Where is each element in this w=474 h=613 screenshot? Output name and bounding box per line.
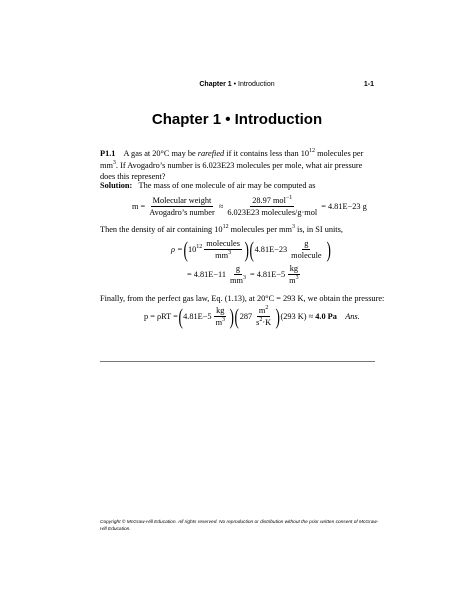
problem-number: P1.1	[100, 149, 116, 158]
problem-text-a: A gas at 20°C may be	[123, 149, 198, 158]
eq1-result: = 4.81E−23 g	[321, 202, 367, 211]
eq1-approx: ≈	[218, 202, 224, 211]
eq3-f2-den-exp: 3	[295, 275, 299, 282]
eq2-fraction-2	[289, 239, 323, 260]
eq2-f1-den	[213, 250, 233, 260]
eq1-num2-exp: −1	[285, 195, 293, 202]
eq4-lhs: p = ρRT =	[144, 312, 178, 321]
eq4-v1: 4.81E−5	[183, 312, 212, 321]
eq4-ans-label: Ans.	[345, 312, 360, 321]
density-text-line	[100, 225, 343, 234]
eq2-fraction-1	[204, 239, 242, 260]
chapter-title: Chapter 1 • Introduction	[151, 111, 323, 128]
eq3-f1-num: g	[235, 264, 241, 273]
eq2-ten	[188, 245, 202, 254]
eq2-paren-open-1: (	[183, 236, 188, 262]
problem-text-d: . If Avogadro’s number is 6.023E23 molecules per mole, what air pressure does this represent?	[100, 160, 363, 181]
eq3-f1-den-unit: mm	[230, 276, 243, 285]
eq4-f1-num: kg	[216, 306, 225, 315]
equation-density-2	[187, 264, 303, 285]
eq1-fraction-2	[225, 196, 319, 217]
eq4-paren-close-2: )	[275, 303, 281, 329]
header-section: Introduction	[238, 81, 275, 88]
eq1-fraction-1	[147, 196, 217, 217]
problem-text-rarefied: rarefied	[197, 149, 225, 158]
eq1-lhs: m =	[132, 202, 146, 211]
eq2-rho: ρ =	[171, 245, 183, 254]
eq4-fraction-2	[254, 306, 273, 327]
eq4-f1-den-exp: 3	[222, 317, 226, 324]
running-header-title	[0, 81, 474, 88]
eq4-f2-den-tail: ·K	[262, 318, 272, 327]
density-text-a: Then the density of air containing 10	[100, 225, 223, 234]
eq2-paren-close-2: )	[326, 236, 331, 262]
eq4-f2-den-exp: 2	[259, 317, 263, 324]
eq2-mid: 4.81E−23	[254, 245, 288, 254]
solution-intro: The mass of one molecule of air may be computed as	[138, 181, 316, 190]
eq4-f2-num	[257, 306, 270, 317]
eq4-f1-den	[214, 317, 227, 327]
density-text-c: is, in SI units,	[294, 225, 343, 234]
eq1-den1: Avogadro’s number	[149, 208, 215, 217]
problem-exp-3: 3	[112, 159, 116, 166]
eq4-f2-den-unit: s	[256, 318, 260, 327]
eq2-f1-den-unit: mm	[215, 251, 229, 260]
copyright-footer: Copyright © McGraw-Hill Education. All rights reserved. No reproduction or distribution without the prior written consent of McGraw-Hill Education.	[100, 520, 379, 532]
solution-intro-line	[100, 181, 315, 190]
gas-law-text: Finally, from the perfect gas law, Eq. (1.13), at 20°C = 293 K, we obtain the pressure:	[100, 294, 385, 303]
header-page-number: 1-1	[363, 81, 374, 88]
equation-density-1	[171, 236, 331, 262]
equation-pressure	[144, 303, 360, 329]
header-bullet: •	[233, 81, 237, 88]
eq4-v2: 287	[239, 312, 253, 321]
eq3-f2-den-unit: m	[289, 276, 296, 285]
eq1-num2-value: 28.97 mol	[252, 196, 286, 205]
eq3-f2-num: kg	[289, 264, 298, 273]
eq2-ten-base: 10	[187, 245, 197, 254]
eq2-f1-den-exp: 3	[228, 250, 232, 257]
eq3-f2-den	[287, 275, 300, 285]
eq3-b: = 4.81E−5	[249, 270, 286, 279]
eq3-fraction-2	[287, 264, 300, 285]
eq4-f1-den-unit: m	[215, 318, 223, 327]
eq1-num1: Molecular weight	[152, 196, 212, 205]
eq2-paren-open-2: (	[249, 236, 255, 262]
density-text-b: molecules per mm	[228, 225, 292, 234]
eq2-paren-close-1: )	[244, 236, 249, 262]
eq4-f2-den	[254, 317, 273, 327]
density-exp: 12	[222, 224, 229, 231]
problem-exp-12: 12	[309, 148, 315, 155]
eq1-den2: 6.023E23 molecules/g·mol	[227, 208, 318, 217]
eq2-f1-num: molecules	[206, 239, 240, 248]
eq2-ten-exp: 12	[196, 244, 203, 251]
section-divider	[100, 361, 375, 362]
eq4-tail: (293 K) ≈	[280, 312, 314, 321]
solution-label: Solution:	[100, 181, 133, 190]
eq4-f2-num-unit: m	[258, 306, 266, 315]
eq4-paren-open-2: (	[234, 303, 240, 329]
problem-statement	[100, 148, 376, 183]
problem-text-c: molecules per mm	[100, 149, 364, 170]
eq4-f2-num-exp: 2	[265, 305, 269, 312]
equation-molecule-mass	[132, 196, 367, 217]
eq3-f1-den-exp: 3	[242, 275, 246, 282]
problem-text-b: if it contains less than 10	[224, 149, 309, 158]
eq3-f1-den	[228, 275, 248, 285]
eq4-answer: 4.0 Pa	[315, 312, 337, 321]
eq1-num2	[250, 196, 294, 207]
eq3-a: = 4.81E−11	[187, 270, 227, 279]
eq3-fraction-1	[228, 264, 248, 285]
eq2-f2-den: molecule	[291, 251, 322, 260]
eq4-fraction-1	[214, 306, 227, 327]
eq4-paren-open-1: (	[178, 303, 183, 329]
header-chapter: Chapter 1	[199, 81, 232, 88]
eq2-f2-num: g	[304, 239, 309, 248]
eq4-paren-close-1: )	[229, 303, 234, 329]
density-exp2: 3	[291, 224, 295, 231]
